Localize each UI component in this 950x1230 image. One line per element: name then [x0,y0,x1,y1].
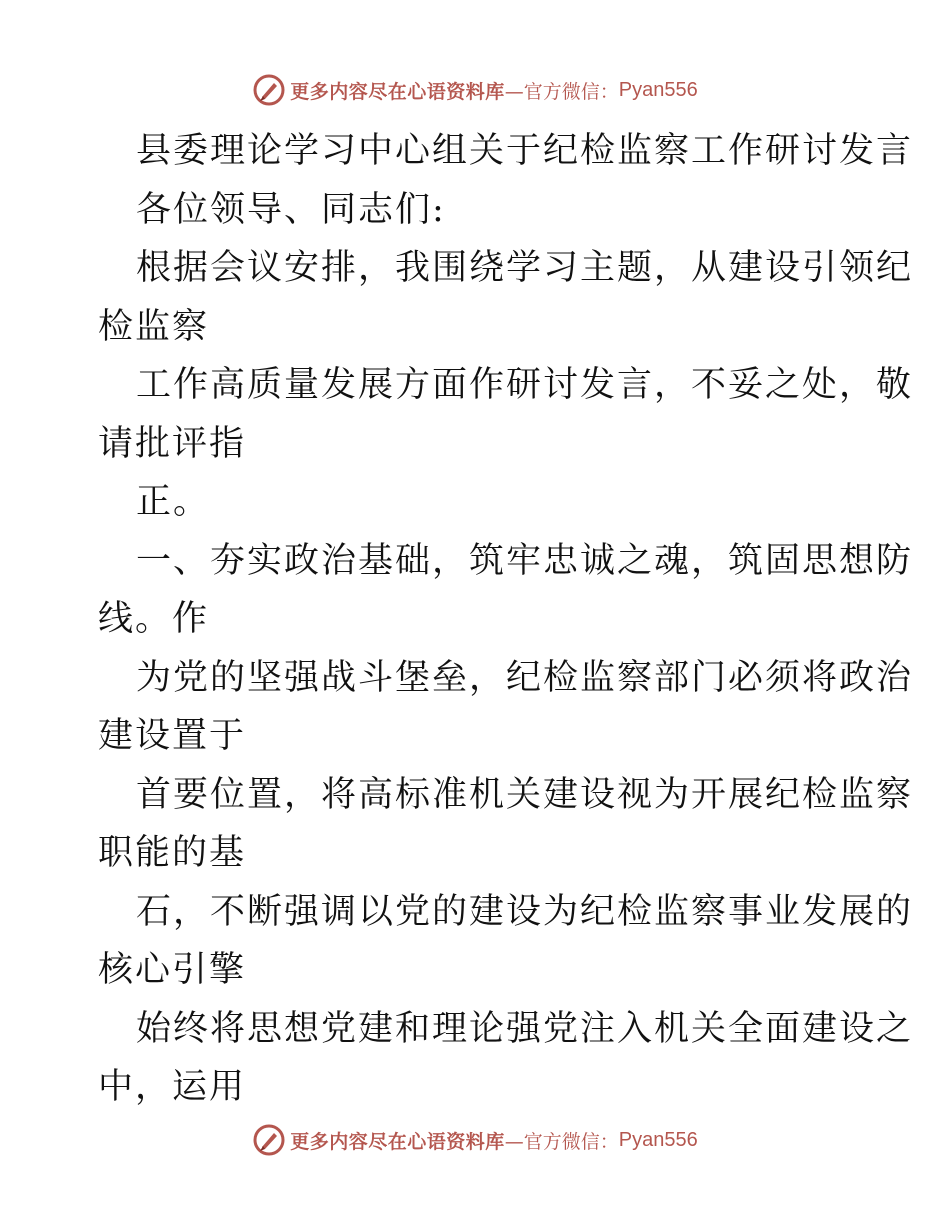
banner-text: 更多内容尽在心语资料库 [290,80,505,103]
paragraph-line: 为党的坚强战斗堡垒，纪检监察部门必须将政治 [136,657,914,698]
banner-separator: —官方微信： [504,80,619,103]
paragraph-line: 首要位置，将高标准机关建设视为开展纪检监察 [136,774,914,815]
paragraph-line: 职能的基 [98,833,247,873]
paragraph-line: 石，不断强调以党的建设为纪检监察事业发展的 [136,891,914,932]
paragraph-line: 工作高质量发展方面作研讨发言，不妥之处，敬 [136,365,914,405]
paragraph-line: 中，运用 [98,1067,247,1107]
banner-separator: —官方微信： [504,1130,619,1153]
paragraph-line: 线。作 [98,599,210,639]
salutation: 各位领导、同志们: [136,189,446,230]
paragraph-line: 核心引擎 [98,950,247,990]
document-body [98,122,914,1117]
quill-pen-logo-icon [252,73,286,107]
paragraph-line: 正。 [136,482,211,522]
banner-text: 更多内容尽在心语资料库 [290,1130,505,1153]
paragraph-line: 检监察 [98,306,210,347]
document-title: 县委理论学习中心组关于纪检监察工作研讨发言 [136,131,914,171]
paragraph-line: 请批评指 [98,423,247,464]
wechat-id: Pyan556 [618,1128,698,1151]
footer-watermark-banner [0,1120,950,1160]
wechat-id: Pyan556 [618,78,698,101]
header-watermark-banner [0,70,950,110]
paragraph-line: 根据会议安排，我围绕学习主题，从建设引领纪 [136,248,914,288]
section-heading-line: 一、夯实政治基础，筑牢忠诚之魂，筑固思想防 [136,540,914,581]
paragraph-line: 建设置于 [98,716,247,756]
quill-pen-logo-icon [252,1123,286,1157]
paragraph-line: 始终将思想党建和理论强党注入机关全面建设之 [136,1008,914,1049]
